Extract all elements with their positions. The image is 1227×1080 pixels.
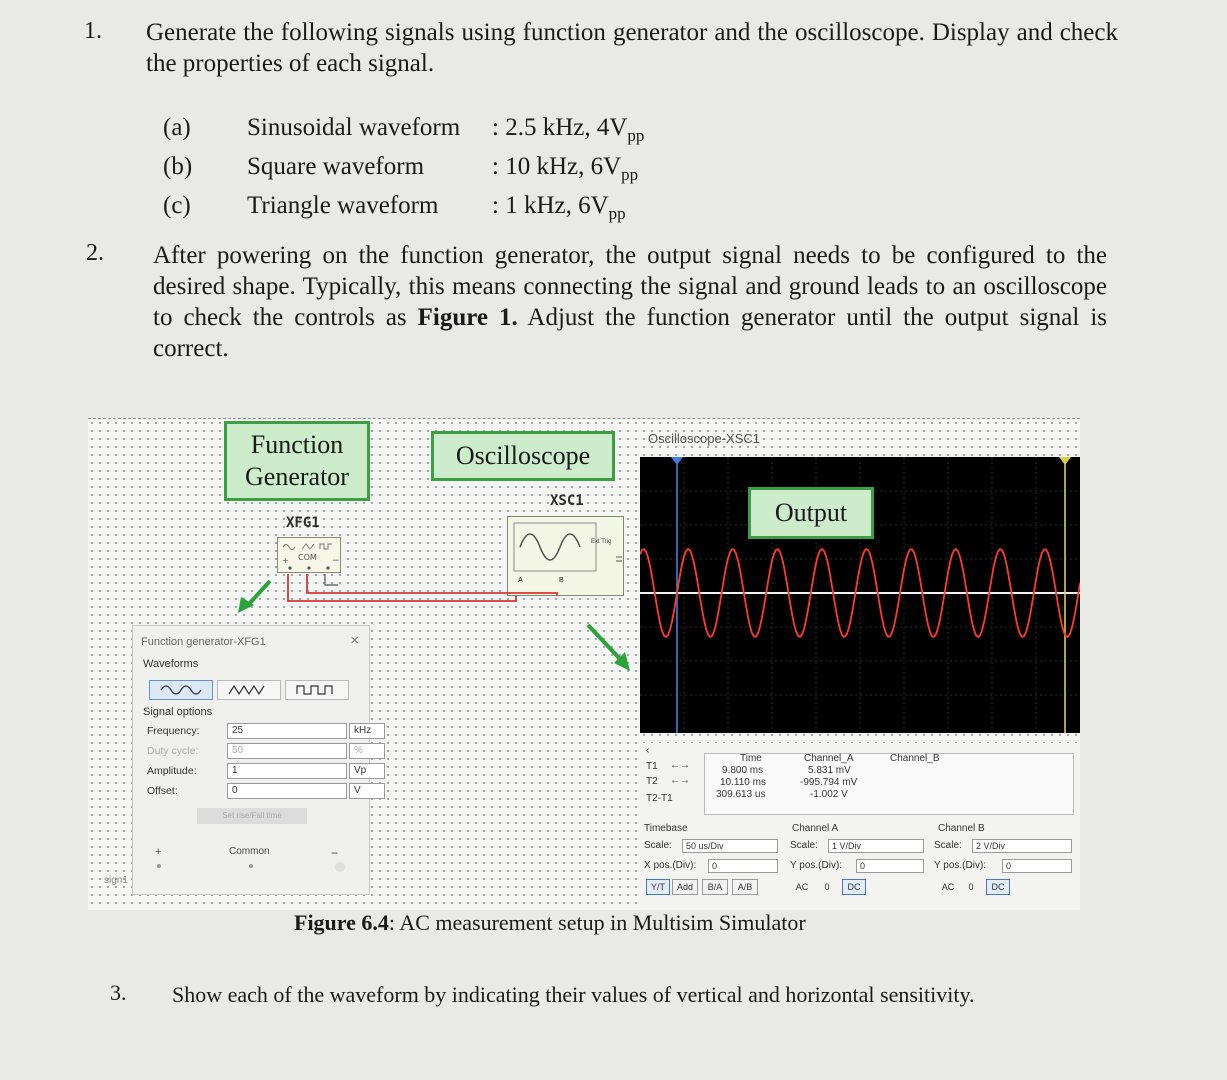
channel-a-value: -995.794 mV	[800, 777, 858, 788]
channel-b-header: Channel_B	[890, 753, 940, 764]
channel-b-scale-label: Scale:	[934, 840, 962, 851]
green-arrow-1	[248, 581, 270, 605]
signal-label: sign1	[104, 875, 128, 886]
xfg1-com-label: COM	[298, 553, 317, 562]
waveform-value: : 2.5 kHz, $4V_{pp}$	[492, 114, 645, 145]
add-mode-button[interactable]: Add	[672, 879, 698, 895]
offset-unit-select[interactable]: V	[349, 783, 385, 799]
triangle-wave-button[interactable]	[217, 680, 281, 700]
oscilloscope-window-title: Oscilloscope-XSC1	[648, 431, 760, 446]
svg-text:+: +	[282, 556, 289, 565]
time-value: 309.613 us	[716, 789, 766, 800]
channel-a-label: Channel A	[792, 823, 839, 834]
timebase-xpos-label: X pos.(Div):	[644, 860, 697, 871]
sine-wave-icon	[159, 684, 203, 696]
amplitude-label: Amplitude:	[147, 765, 197, 777]
terminal-dot	[249, 864, 253, 868]
timebase-xpos-input[interactable]: 0	[708, 859, 778, 873]
question-3-text: Show each of the waveform by indicating their values of vertical and horizontal sensitivity.	[172, 982, 975, 1007]
square-wave-icon	[295, 684, 339, 696]
timebase-label: Timebase	[644, 823, 688, 834]
offset-input[interactable]: 0	[227, 783, 347, 799]
channel-b-label: Channel B	[938, 823, 985, 834]
terminal-dot	[335, 862, 345, 872]
duty-cycle-label: Duty cycle:	[147, 745, 199, 757]
channel-b-dc-button[interactable]: DC	[986, 879, 1010, 895]
question-1-number: 1.	[84, 18, 102, 44]
fg-panel-title: Function generator-XFG1	[141, 636, 266, 648]
xsc1-ext-trig-label: Ext Trig	[591, 539, 612, 545]
waveform-label: (a)	[163, 114, 191, 141]
channel-b-scale-input[interactable]: 2 V/Div	[972, 839, 1072, 853]
sine-wave-button[interactable]	[149, 680, 213, 700]
amplitude-input[interactable]: 1	[227, 763, 347, 779]
channel-a-dc-button[interactable]: DC	[842, 879, 866, 895]
cursor-t1-handle[interactable]	[671, 457, 683, 465]
cursor-row-label: T1	[646, 761, 658, 772]
oscilloscope-callout: Oscilloscope	[431, 431, 615, 481]
waveforms-label: Waveforms	[143, 658, 199, 670]
oscilloscope-readout-panel	[640, 743, 1080, 910]
minus-terminal-label: −	[331, 846, 339, 860]
ground-wire	[325, 574, 338, 585]
channel-a-header: Channel_A	[804, 753, 854, 764]
ba-mode-button[interactable]: B/A	[702, 879, 728, 895]
duty-cycle-unit: %	[349, 743, 385, 759]
question-2-number: 2.	[86, 240, 104, 266]
figure-caption: Figure 6.4: AC measurement setup in Multisim Simulator	[294, 910, 806, 935]
terminal-dot	[157, 864, 161, 868]
xsc1-label: XSC1	[550, 493, 584, 509]
frequency-row	[147, 722, 385, 740]
duty-cycle-row	[147, 742, 385, 760]
waveform-row	[163, 151, 644, 190]
scroll-left-icon[interactable]: ‹	[646, 745, 650, 756]
xsc1-input-b-label: B	[559, 577, 564, 584]
ab-mode-button[interactable]: A/B	[732, 879, 758, 895]
channel-b-zero-button[interactable]: 0	[968, 882, 974, 892]
signal-wire	[307, 574, 557, 596]
frequency-unit-select[interactable]: kHz	[349, 723, 385, 739]
channel-a-ac-button[interactable]: AC	[795, 882, 809, 892]
amplitude-unit-select[interactable]: Vp	[349, 763, 385, 779]
waveform-name: Triangle waveform	[247, 192, 439, 219]
channel-a-value: -1.002 V	[810, 789, 848, 800]
oscilloscope-screen	[640, 457, 1080, 733]
offset-label: Offset:	[147, 785, 178, 797]
multisim-figure	[88, 418, 1080, 910]
channel-a-ypos-label: Y pos.(Div):	[790, 860, 843, 871]
triangle-wave-icon	[227, 684, 271, 696]
channel-b-ac-button[interactable]: AC	[941, 882, 955, 892]
time-value: 9.800 ms	[722, 765, 764, 776]
waveform-value: : 1 kHz, $6V_{pp}$	[492, 192, 626, 223]
waveform-label: (b)	[163, 153, 193, 180]
svg-text:−: −	[332, 556, 340, 566]
waveform-label: (c)	[163, 192, 191, 219]
function-generator-callout: Function Generator	[224, 421, 370, 501]
t1-arrows-icon[interactable]: ←→	[670, 760, 690, 771]
time-header: Time	[740, 753, 762, 764]
timebase-scale-input[interactable]: 50 us/Div	[682, 839, 778, 853]
plus-terminal-label: +	[155, 846, 162, 858]
cursor-row-label: T2	[646, 776, 658, 787]
frequency-label: Frequency:	[147, 725, 200, 737]
waveform-name: Square waveform	[247, 153, 425, 180]
question-1-text: Generate the following signals using function generator and the oscilloscope. Display and check the properties of each signal.	[146, 19, 1118, 77]
timebase-scale-label: Scale:	[644, 840, 672, 851]
square-wave-button[interactable]	[285, 680, 349, 700]
waveform-row	[163, 112, 644, 151]
green-arrow-2	[588, 625, 620, 659]
waveform-row	[163, 190, 644, 229]
output-callout: Output	[748, 487, 874, 539]
xsc1-input-a-label: A	[518, 577, 523, 584]
common-terminal-label: Common	[229, 846, 270, 857]
channel-a-scale-label: Scale:	[790, 840, 818, 851]
waveform-value: : 10 kHz, $6V_{pp}$	[492, 153, 639, 184]
duty-cycle-input[interactable]: 50	[227, 743, 347, 759]
offset-row	[147, 782, 385, 800]
cursor-row-label: T2-T1	[646, 793, 673, 804]
amplitude-row	[147, 762, 385, 780]
time-value: 10.110 ms	[720, 777, 766, 788]
channel-a-zero-button[interactable]: 0	[824, 882, 830, 892]
channel-a-ypos-input[interactable]: 0	[856, 859, 924, 873]
close-icon[interactable]: ×	[350, 632, 359, 649]
question-2-text: After powering on the function generator, the output signal needs to be configured to the desired shape. Typically, this means connecting the signal and ground leads to an oscilloscope to check the controls as Figure 1. Adjust the function generator until the output signal is correct.	[153, 242, 1107, 362]
channel-b-ypos-label: Y pos.(Div):	[934, 860, 987, 871]
t2-arrows-icon[interactable]: ←→	[670, 775, 690, 786]
waveform-list	[163, 112, 644, 229]
set-rise-fall-button[interactable]: Set rise/Fall time	[197, 808, 307, 824]
signal-wire	[288, 574, 516, 601]
xfg1-label: XFG1	[286, 515, 320, 531]
channel-b-ypos-input[interactable]: 0	[1002, 859, 1072, 873]
waveform-name: Sinusoidal waveform	[247, 114, 461, 141]
yt-mode-button[interactable]: Y/T	[646, 879, 670, 895]
question-3-number: 3.	[110, 980, 127, 1005]
function-generator-panel	[132, 625, 370, 895]
channel-a-value: 5.831 mV	[808, 765, 851, 776]
frequency-input[interactable]: 25	[227, 723, 347, 739]
channel-a-scale-input[interactable]: 1 V/Div	[828, 839, 924, 853]
cursor-t2-handle[interactable]	[1059, 457, 1071, 465]
signal-options-label: Signal options	[143, 706, 213, 718]
